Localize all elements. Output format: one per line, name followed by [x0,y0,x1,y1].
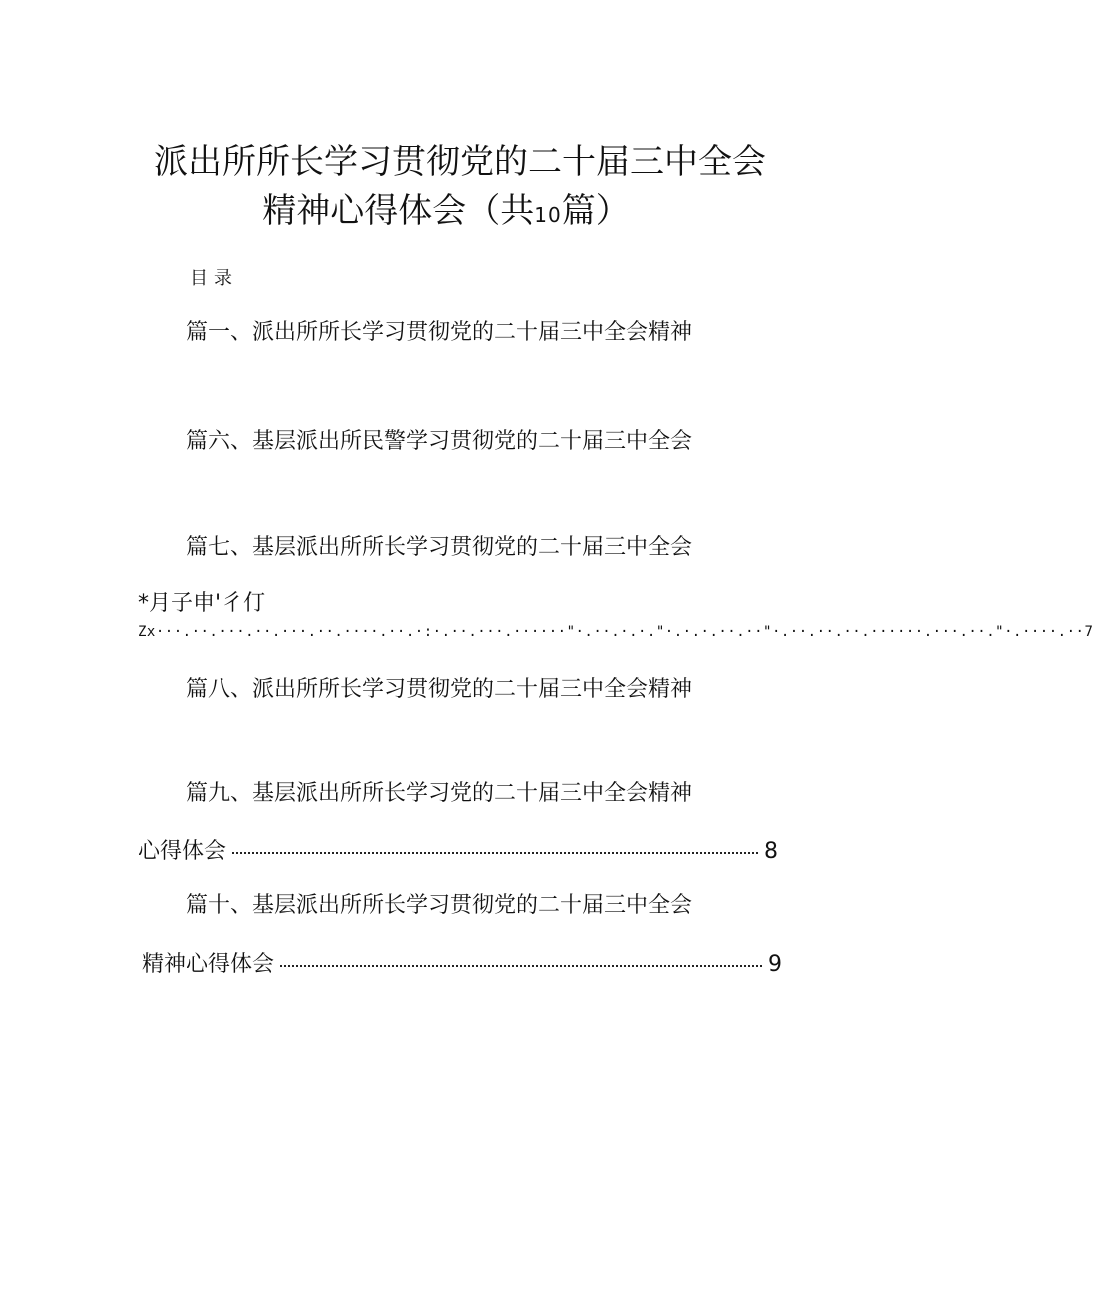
title-text-2-suffix: 篇） [561,191,630,231]
page-number: 9 [768,952,782,977]
title-text-2-prefix: 精神心得体会（共 [262,191,535,231]
page-number: 8 [764,839,778,864]
toc-entry-8[interactable]: 篇八、派出所所长学习贯彻党的二十届三中全会精神 [186,677,693,702]
toc-entry-7[interactable]: 篇七、基层派出所所长学习贯彻党的二十届三中全会 [186,535,693,560]
toc-garbled-leader: Zx···.··.···.··.···.··.····.··.·:·.··.···.······"·.··.·.·."·.·.·.··.··"·.··.··.··.······.···.··."·.····.··7 [138,624,1093,640]
title-article-count: 10 [534,203,562,227]
document-title-line-1 [0,134,920,183]
toc-entry-6[interactable]: 篇六、基层派出所民警学习贯彻党的二十届三中全会 [186,429,693,454]
dot-leader [280,965,762,967]
dot-leader [232,852,758,854]
toc-garbled-line: *月子申'彳仃 [138,591,266,616]
toc-entry-1[interactable]: 篇一、派出所所长学习贯彻党的二十届三中全会精神 [186,320,693,345]
toc-entry-10[interactable]: 篇十、基层派出所所长学习贯彻党的二十届三中全会 [186,893,693,918]
title-text-1: 派出所所长学习贯彻党的二十届三中全会 [154,142,766,182]
toc-entry-9[interactable]: 篇九、基层派出所所长学习党的二十届三中全会精神 [186,781,693,806]
toc-label: 目录 [190,268,238,289]
toc-entry-10-continued[interactable] [142,947,782,978]
toc-entry-10-tail-text: 精神心得体会 [142,952,275,977]
toc-entry-9-tail-text: 心得体会 [138,839,227,864]
document-title-line-2 [0,183,920,232]
toc-entry-9-continued[interactable] [138,834,778,865]
